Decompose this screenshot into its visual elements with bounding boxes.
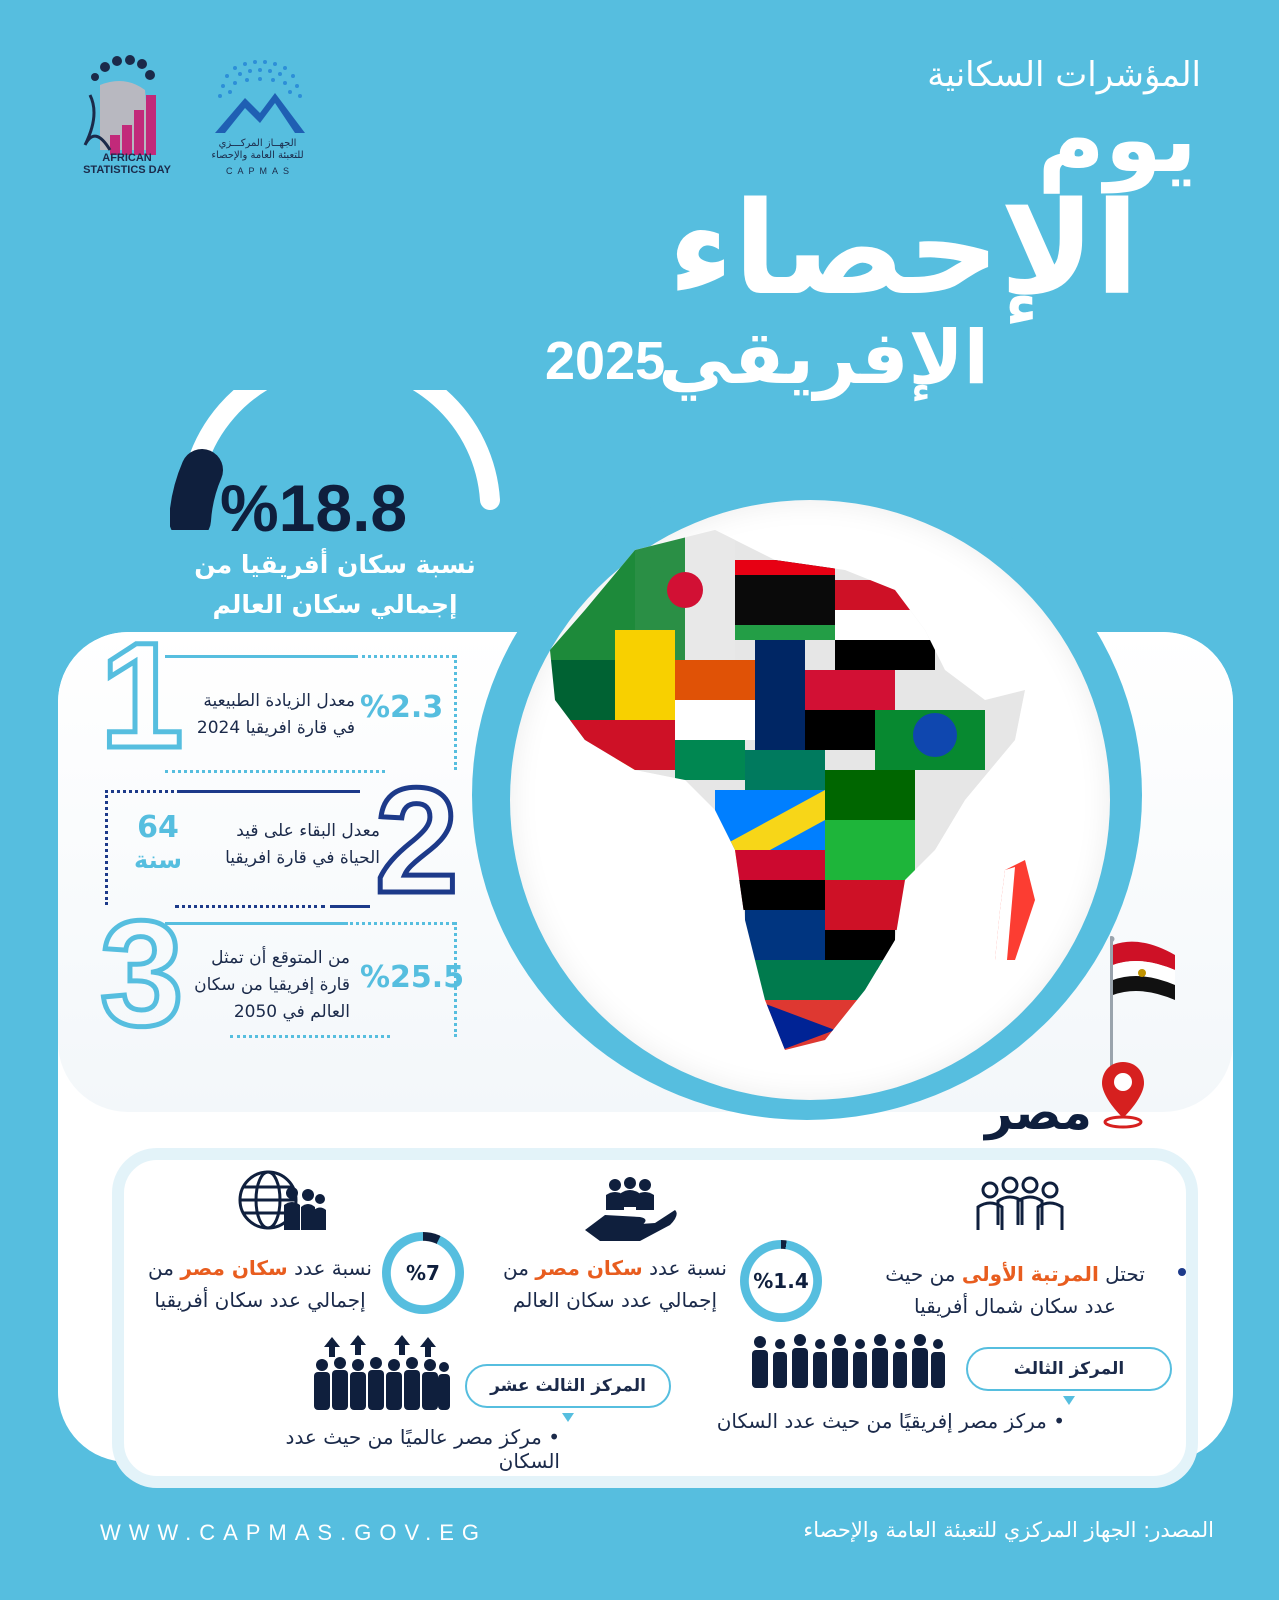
- africa-population-share-label: [190, 545, 480, 625]
- north-africa-rank-text: [870, 1258, 1160, 1322]
- footer-source: المصدر: الجهاز المركزي للتعبئة العامة والإحصاء: [803, 1518, 1214, 1542]
- world-highlight: سكان مصر: [535, 1256, 643, 1280]
- item1-top-line: [165, 655, 355, 658]
- africa-rank-desc-text: مركز مصر إفريقيًا من حيث عدد السكان: [716, 1409, 1047, 1433]
- world-rank-description: • مركز مصر عالميًا من حيث عدد السكان: [285, 1425, 560, 1473]
- location-pin-icon: [1100, 1060, 1146, 1130]
- world-rank-pointer: [562, 1413, 574, 1422]
- item3-bottom-dots: [230, 1035, 390, 1038]
- rank-post: من حيث: [885, 1262, 962, 1286]
- capmas-logo-arabic: [200, 138, 315, 162]
- africa-rank-description: • مركز مصر إفريقيًا من حيث عدد السكان: [716, 1409, 1065, 1433]
- africa-rank-pointer: [1063, 1396, 1075, 1405]
- crowd-icon: [970, 1175, 1070, 1245]
- title-line-2: الإحصاء: [667, 175, 1139, 324]
- page-subtitle: المؤشرات السكانية: [927, 55, 1201, 95]
- item3-top-dots: [345, 922, 455, 925]
- rank-highlight: المرتبة الأولى: [961, 1262, 1099, 1286]
- egypt-label: مصر: [985, 1085, 1092, 1141]
- people-group-icon: [748, 1330, 948, 1390]
- rank-pre: تحتل: [1098, 1262, 1145, 1286]
- hand-with-people-icon: [580, 1175, 680, 1245]
- world-line2: إجمالي عدد سكان العالم: [512, 1288, 718, 1312]
- item-number-1: 1: [100, 611, 184, 779]
- africa-share-ring: %7: [382, 1232, 464, 1314]
- title-line-3: الإفريقي: [658, 315, 989, 401]
- item2-arrow-line: [105, 790, 108, 905]
- asd-text-line2: STATISTICS DAY: [83, 164, 171, 176]
- capmas-ar-line2: للتعبئة العامة والإحصاء: [211, 150, 304, 161]
- share-label-line1: نسبة سكان أفريقيا من: [194, 550, 476, 579]
- africa-pre: نسبة عدد: [287, 1256, 372, 1280]
- item3-text-line2: قارة إفريقيا من سكان: [194, 975, 350, 995]
- africa-share-text: [140, 1252, 380, 1316]
- asd-text-line1: AFRICAN: [102, 152, 152, 164]
- item1-dots: [355, 655, 455, 658]
- item1-text-line1: معدل الزيادة الطبيعية: [203, 691, 355, 711]
- growth-people-icon: [310, 1335, 450, 1410]
- africa-population-share-value: %18.8: [220, 471, 408, 545]
- item2-bottom-line: [330, 905, 370, 908]
- world-rank-desc-text: مركز مصر عالميًا من حيث عدد السكان: [285, 1425, 560, 1473]
- asd-logo-text: [72, 152, 182, 176]
- globe-people-icon: [230, 1165, 330, 1235]
- item3-description: [175, 945, 350, 1026]
- title-line-1: يوم: [1037, 86, 1197, 193]
- item1-value: %2.3: [360, 690, 444, 725]
- item3-text-line1: من المتوقع أن تمثل: [211, 948, 350, 968]
- share-label-line2: إجمالي سكان العالم: [212, 590, 458, 619]
- world-pre: نسبة عدد: [642, 1256, 727, 1280]
- world-share-ring: %1.4: [740, 1240, 822, 1322]
- title-year: 2025: [545, 331, 666, 391]
- item1-description: [175, 688, 355, 742]
- africa-line1: [140, 1252, 380, 1284]
- footer-website-link[interactable]: WWW.CAPMAS.GOV.EG: [100, 1520, 487, 1545]
- item3-top-line: [165, 922, 345, 925]
- africa-flag-map: [545, 520, 1065, 1080]
- item-number-3: 3: [100, 889, 184, 1057]
- world-share-text: [490, 1252, 740, 1316]
- rank-bullet: [1178, 1268, 1186, 1276]
- item-number-2: 2: [375, 756, 459, 924]
- item1-arrow-line: [454, 655, 457, 770]
- item3-value: %25.5: [360, 960, 465, 995]
- world-line1: [490, 1252, 740, 1284]
- capmas-ar-line1: الجهــاز المركـــزي: [218, 138, 297, 149]
- item1-text-line2: في قارة افريقيا 2024: [196, 718, 355, 738]
- africa-post: من: [148, 1256, 181, 1280]
- world-post: من: [503, 1256, 536, 1280]
- item2-text-line2: الحياة في قارة افريقيا: [225, 848, 380, 868]
- world-rank-pill: المركز الثالث عشر: [465, 1364, 671, 1408]
- item2-value-number: 64: [137, 810, 179, 845]
- item2-text-line1: معدل البقاء على قيد: [236, 821, 380, 841]
- item2-top-line: [180, 790, 360, 793]
- item2-value: [128, 812, 188, 876]
- rank-line2: عدد سكان شمال أفريقيا: [914, 1294, 1116, 1318]
- item2-description: [200, 818, 380, 872]
- capmas-logo: [205, 58, 315, 138]
- rank-line1: [870, 1258, 1160, 1290]
- item2-top-dots: [105, 790, 180, 793]
- africa-highlight: سكان مصر: [180, 1256, 288, 1280]
- africa-rank-pill: المركز الثالث: [966, 1347, 1172, 1391]
- item2-value-unit: سنة: [134, 846, 182, 874]
- item3-text-line3: العالم في 2050: [233, 1002, 350, 1022]
- capmas-logo-english: CAPMAS: [225, 166, 294, 176]
- africa-line2: إجمالي عدد سكان أفريقيا: [154, 1288, 366, 1312]
- item2-bottom-dots: [175, 905, 325, 908]
- item1-bottom-dots: [165, 770, 385, 773]
